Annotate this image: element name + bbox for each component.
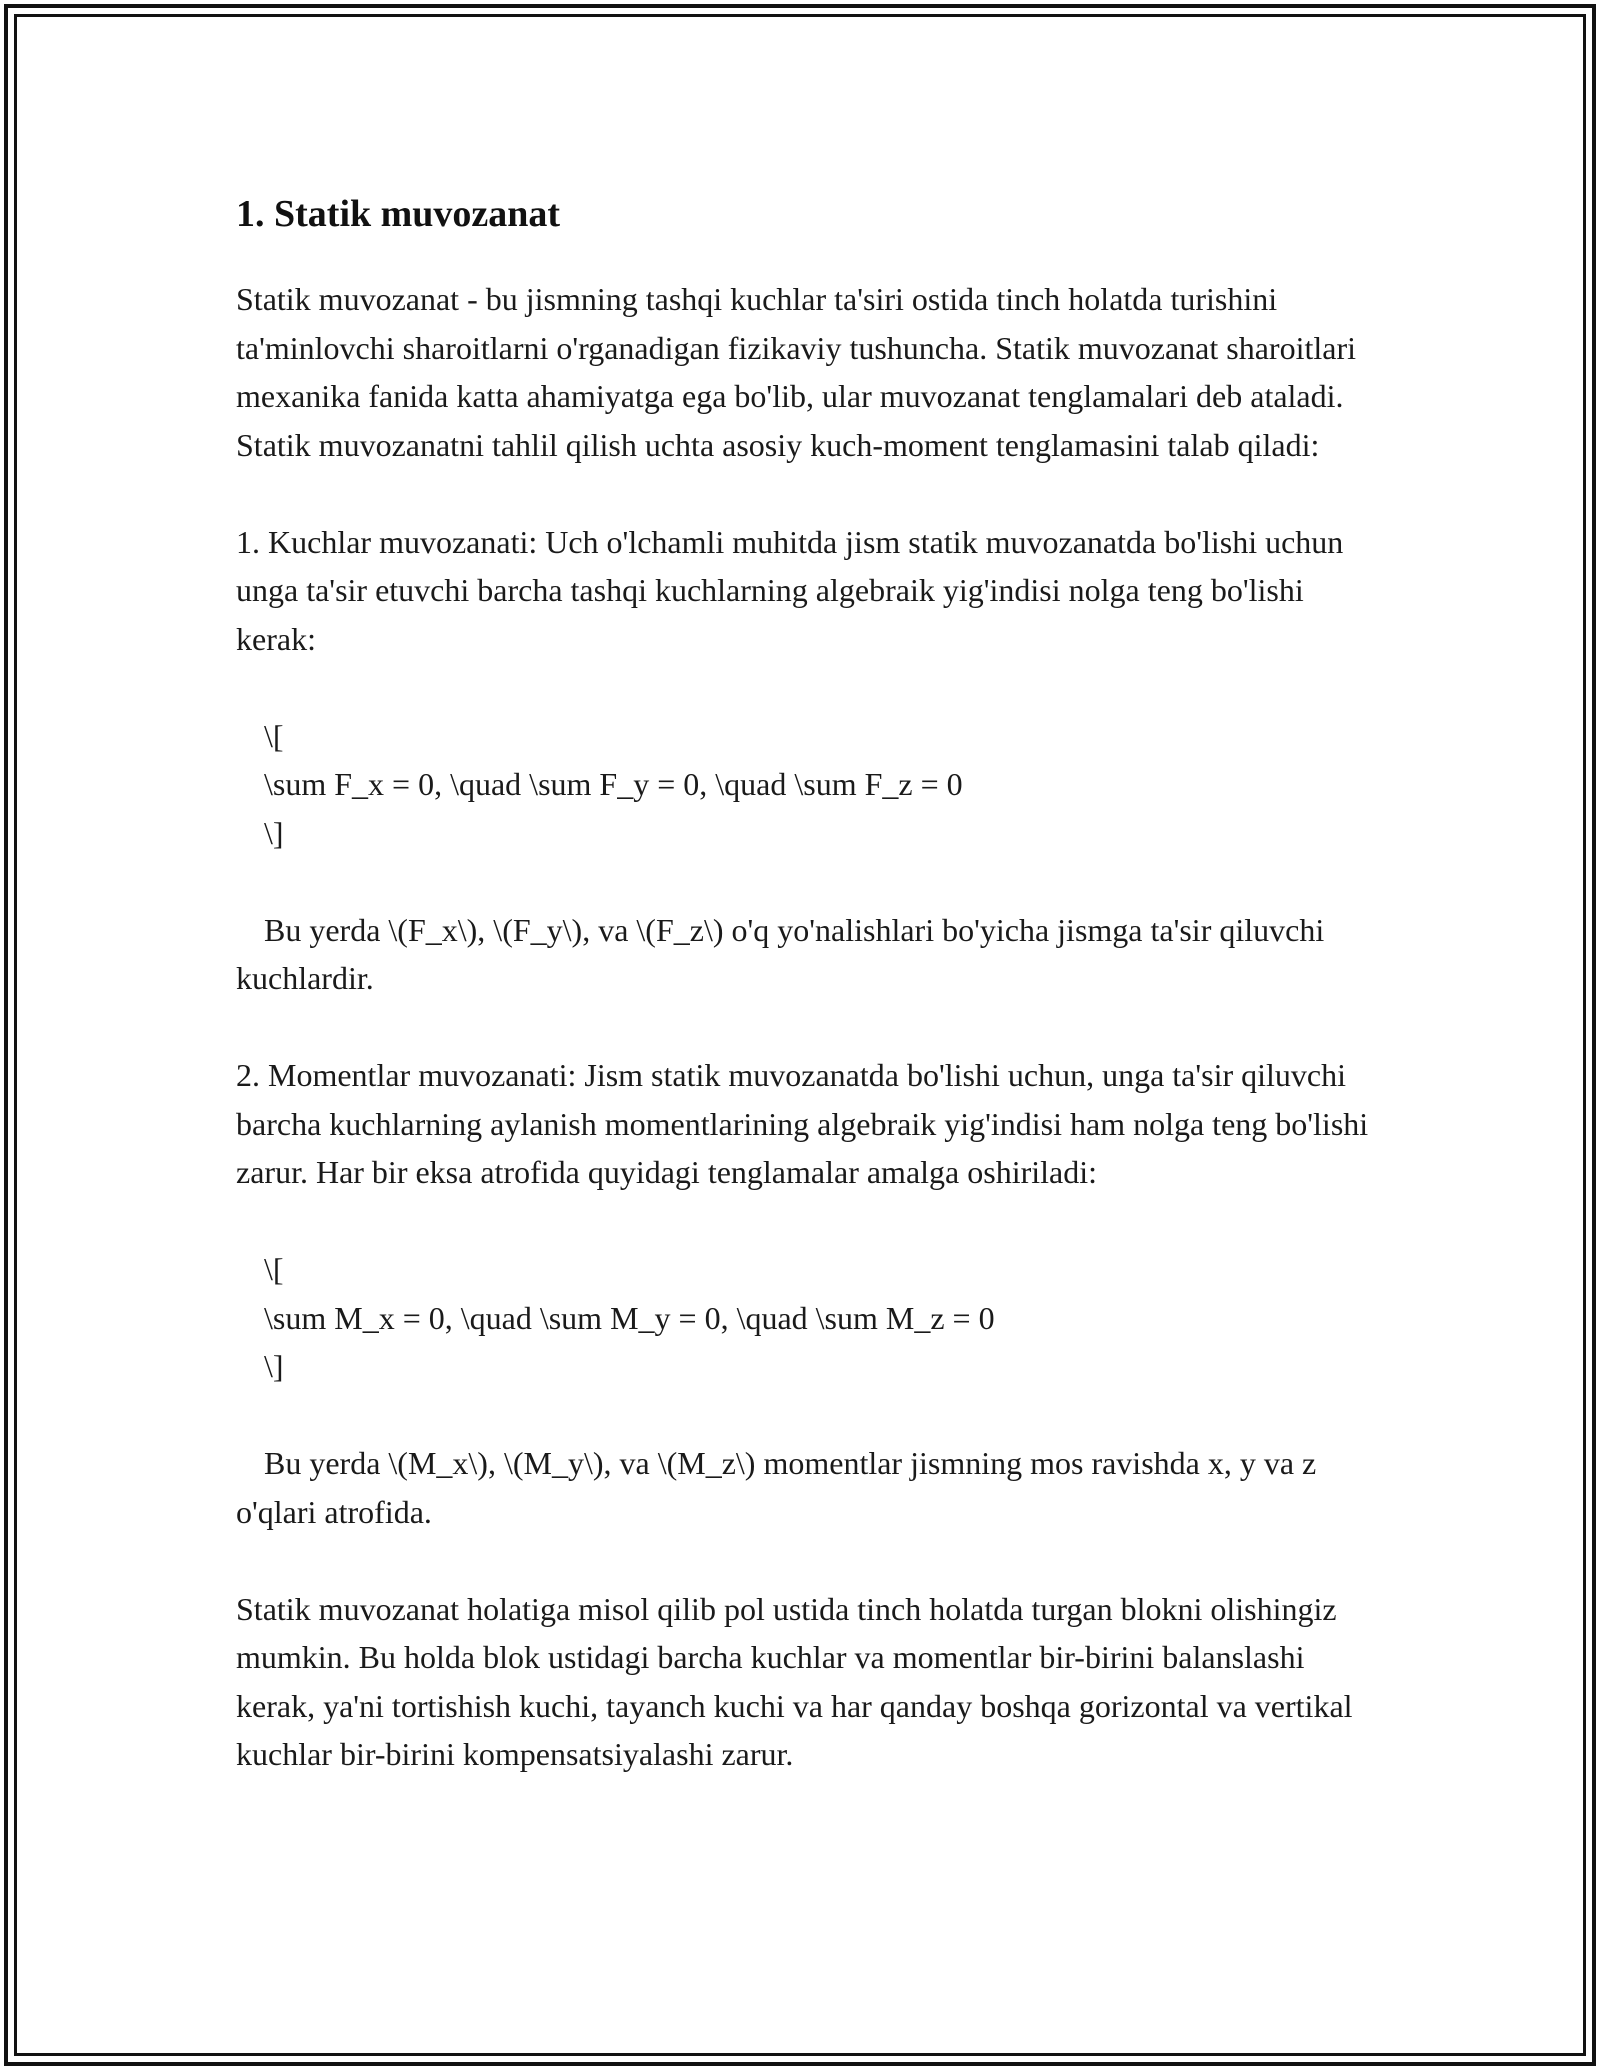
force-equation-close: \] [264,814,284,851]
force-balance-paragraph: 1. Kuchlar muvozanati: Uch o'lchamli muhitda jism statik muvozanatda bo'lishi uchun unga ta'sir etuvchi barcha tashqi kuchlarning algebraik yig'indisi nolga teng bo'lishi kerak: [236,523,1344,657]
force-note-text: Bu yerda \(F_x\), \(F_y\), va \(F_z\) o'q yo'nalishlari bo'yicha jismga ta'sir qiluvchi kuchlardir. [236,911,1325,996]
moment-equation-open: \[ [264,1251,284,1287]
moment-note-text: Bu yerda \(M_x\), \(M_y\), va \(M_z\) momentlar jismning mos ravishda x, y va z o'qlari atrofida. [236,1445,1317,1530]
document-body [236,185,1376,1779]
paragraph-gap [236,1197,1376,1246]
moment-balance-paragraph: 2. Momentlar muvozanati: Jism statik muvozanatda bo'lishi uchun, unga ta'sir qiluvchi barcha kuchlarning aylanish momentlarining algebraik yig'indisi ham nolga teng bo'lishi zarur. Har bir eksa atrofida quyidagi tenglamalar amalga oshiriladi: [236,1057,1369,1190]
moment-note [236,1439,1376,1536]
paragraph-gap [236,1003,1376,1052]
moment-equation-close: \] [264,1348,284,1384]
moment-equation: \sum M_x = 0, \quad \sum M_y = 0, \quad \sum M_z = 0 [264,1299,995,1336]
intro-paragraph: Statik muvozanat - bu jismning tashqi kuchlar ta'siri ostida tinch holatda turishini ta'minlovchi sharoitlarni o'rganadigan fizikaviy tushuncha. Statik muvozanat sharoitlari mexanika fanida katta ahamiyatga ega bo'lib, ular muvozanat tenglamalari deb ataladi. Statik muvozanatni tahlil qilish uchta asosiy kuch-moment tenglamasini talab qiladi: [236,281,1356,463]
document-title: 1. Statik muvozanat [236,193,561,235]
paragraph-gap [236,1536,1376,1585]
force-note [236,906,1376,1003]
paragraph-gap [236,469,1376,518]
conclusion-paragraph: Statik muvozanat holatiga misol qilib pol ustida tinch holatda turgan blokni olishingiz mumkin. Bu holda blok ustidagi barcha kuchlar va momentlar bir-birini balanslashi kerak, ya'ni tortishish kuchi, tayanch kuchi va har qanday boshqa gorizontal va vertikal kuchlar bir-birini kompensatsiyalashi zarur. [236,1590,1353,1772]
paragraph-gap [236,857,1376,906]
paragraph-gap [236,663,1376,712]
paragraph-gap [236,1391,1376,1440]
force-equation-open: \[ [264,717,284,754]
force-equation: \sum F_x = 0, \quad \sum F_y = 0, \quad \sum F_z = 0 [264,766,963,802]
